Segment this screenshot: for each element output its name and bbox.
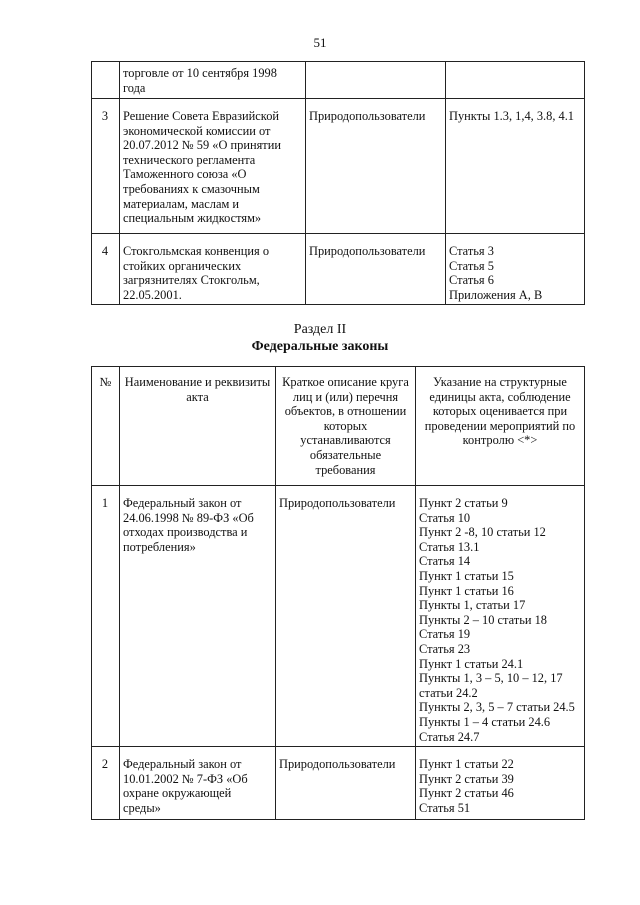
acts-table-continued <box>91 61 585 305</box>
unit-item: Пункты 1, 3 – 5, 10 – 12, 17 статьи 24.2 <box>419 671 563 700</box>
unit-item: Пункт 1 статьи 24.1 <box>419 656 524 671</box>
federal-laws-table <box>91 366 585 820</box>
structural-units <box>416 486 585 747</box>
act-name: торговле от 10 сентября 1998 года <box>120 62 306 99</box>
row-number: 4 <box>92 234 120 305</box>
unit-item: Статья 5 <box>449 258 494 273</box>
unit-item: Пункт 2 статьи 46 <box>419 786 514 801</box>
unit-item: Пункты 1 – 4 статьи 24.6 <box>419 714 551 729</box>
unit-item: Пункты 1.3, 1,4, 3.8, 4.1 <box>449 109 575 123</box>
row-number: 1 <box>92 486 120 747</box>
unit-item: Пункты 2, 3, 5 – 7 статьи 24.5 <box>419 700 575 715</box>
table-header-row <box>92 367 585 486</box>
header-number: № <box>92 367 120 486</box>
table-row <box>92 234 585 305</box>
structural-units <box>446 99 585 234</box>
act-name: Стокгольмская конвенция о стойких органических загрязнителях Стокгольм, 22.05.2001. <box>120 234 306 305</box>
unit-item: Пункты 2 – 10 статьи 18 <box>419 612 547 627</box>
subjects <box>306 62 446 99</box>
unit-item: Пункт 1 статьи 22 <box>419 757 514 772</box>
subjects: Природопользователи <box>306 99 446 234</box>
subjects: Природопользователи <box>306 234 446 305</box>
unit-item: Пункт 2 статьи 39 <box>419 771 514 786</box>
act-name: Федеральный закон от 10.01.2002 № 7-ФЗ «Об охране окружающей среды» <box>120 747 276 820</box>
section-title: Раздел II <box>293 322 347 337</box>
unit-item: Пункты 1, статьи 17 <box>419 598 526 613</box>
act-name: Решение Совета Евразийской экономической комиссии от 20.07.2012 № 59 «О принятии технического регламента Таможенного союза «О требованиях к смазочным материалам, маслам и специальным жидкостям» <box>120 99 306 234</box>
unit-item: Статья 19 <box>419 627 471 642</box>
unit-item: Статья 13.1 <box>419 539 480 554</box>
table-row <box>92 99 585 234</box>
header-subjects: Краткое описание круга лиц и (или) перечня объектов, в отношении которых устанавливаются обязательные требования <box>276 367 416 486</box>
subjects: Природопользователи <box>276 486 416 747</box>
header-structural-units: Указание на структурные единицы акта, соблюдение которых оценивается при проведении мероприятий по контролю <*> <box>416 367 585 486</box>
unit-item: Пункт 2 статьи 9 <box>419 496 508 510</box>
unit-item: Статья 3 <box>449 244 494 258</box>
unit-item: Статья 23 <box>419 641 471 656</box>
unit-item: Статья 24.7 <box>419 729 480 744</box>
page-number: 51 <box>313 35 327 50</box>
row-number: 3 <box>92 99 120 234</box>
structural-units <box>446 234 585 305</box>
table-row <box>92 486 585 747</box>
table-row <box>92 62 585 99</box>
unit-item: Пункт 2 -8, 10 статьи 12 <box>419 525 546 540</box>
section-subtitle: Федеральные законы <box>251 339 389 354</box>
header-act-name: Наименование и реквизиты акта <box>120 367 276 486</box>
structural-units <box>446 62 585 99</box>
subjects: Природопользователи <box>276 747 416 820</box>
unit-item: Пункт 1 статьи 15 <box>419 568 514 583</box>
row-number: 2 <box>92 747 120 820</box>
unit-item: Статья 10 <box>419 510 471 525</box>
unit-item: Статья 14 <box>419 554 471 569</box>
unit-item: Пункт 1 статьи 16 <box>419 583 514 598</box>
section-heading <box>0 321 640 355</box>
row-number <box>92 62 120 99</box>
unit-item: Статья 51 <box>419 800 471 815</box>
structural-units <box>416 747 585 820</box>
table-row <box>92 747 585 820</box>
unit-item: Приложения А, В <box>449 287 543 302</box>
unit-item: Статья 6 <box>449 273 494 288</box>
act-name: Федеральный закон от 24.06.1998 № 89-ФЗ «Об отходах производства и потребления» <box>120 486 276 747</box>
